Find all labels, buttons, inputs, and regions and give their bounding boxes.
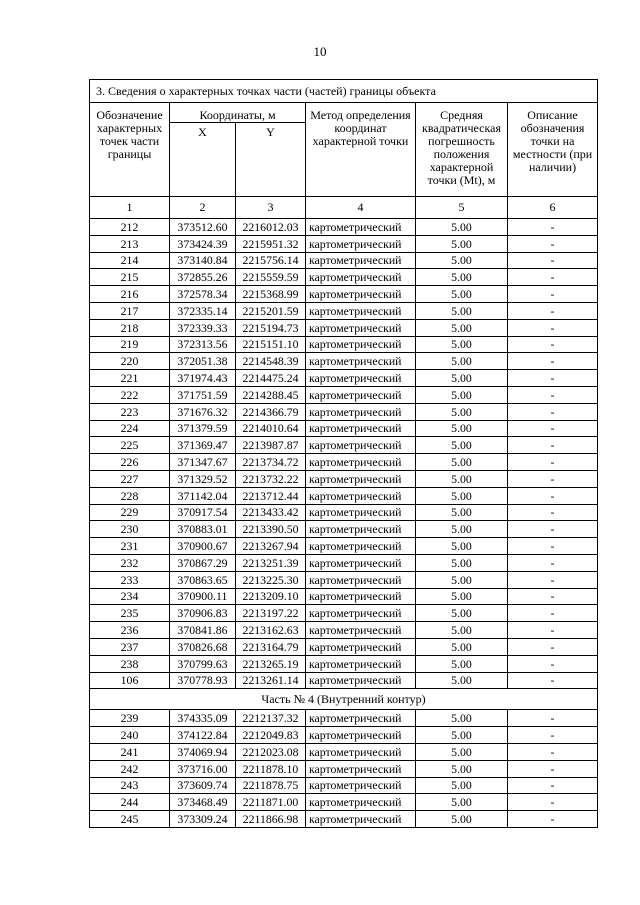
error-cell: 5.00 <box>416 554 508 571</box>
error-cell: 5.00 <box>416 605 508 622</box>
y-coordinate-cell: 2215368.99 <box>236 286 306 303</box>
x-coordinate-cell: 373468.49 <box>170 794 236 811</box>
point-id-cell: 213 <box>90 235 170 252</box>
description-cell: - <box>508 638 598 655</box>
x-coordinate-cell: 372578.34 <box>170 286 236 303</box>
description-cell: - <box>508 777 598 794</box>
table-row <box>90 437 598 454</box>
y-coordinate-cell: 2212137.32 <box>236 710 306 727</box>
x-coordinate-cell: 374069.94 <box>170 743 236 760</box>
point-id-cell: 235 <box>90 605 170 622</box>
x-coordinate-cell: 373140.84 <box>170 252 236 269</box>
y-coordinate-cell: 2213433.42 <box>236 504 306 521</box>
error-cell: 5.00 <box>416 269 508 286</box>
method-cell: картометрический <box>306 454 416 471</box>
y-coordinate-cell: 2213209.10 <box>236 588 306 605</box>
column-number: 4 <box>306 197 416 219</box>
description-cell: - <box>508 710 598 727</box>
error-cell: 5.00 <box>416 454 508 471</box>
x-coordinate-cell: 370917.54 <box>170 504 236 521</box>
x-coordinate-cell: 372855.26 <box>170 269 236 286</box>
method-cell: картометрический <box>306 794 416 811</box>
table-row <box>90 811 598 828</box>
error-cell: 5.00 <box>416 571 508 588</box>
method-cell: картометрический <box>306 269 416 286</box>
point-id-cell: 231 <box>90 538 170 555</box>
x-coordinate-cell: 370883.01 <box>170 521 236 538</box>
point-id-cell: 222 <box>90 386 170 403</box>
y-coordinate-cell: 2213712.44 <box>236 487 306 504</box>
table-row <box>90 269 598 286</box>
x-coordinate-cell: 370867.29 <box>170 554 236 571</box>
method-cell: картометрический <box>306 672 416 689</box>
table-row <box>90 571 598 588</box>
method-cell: картометрический <box>306 710 416 727</box>
description-cell: - <box>508 811 598 828</box>
error-cell: 5.00 <box>416 219 508 236</box>
y-coordinate-cell: 2213225.30 <box>236 571 306 588</box>
y-coordinate-cell: 2211878.10 <box>236 760 306 777</box>
description-cell: - <box>508 353 598 370</box>
column-numbers-row <box>90 197 598 219</box>
y-coordinate-cell: 2211866.98 <box>236 811 306 828</box>
method-cell: картометрический <box>306 622 416 639</box>
x-coordinate-cell: 371676.32 <box>170 403 236 420</box>
y-coordinate-cell: 2212049.83 <box>236 727 306 744</box>
point-id-cell: 228 <box>90 487 170 504</box>
description-cell: - <box>508 403 598 420</box>
x-coordinate-cell: 370778.93 <box>170 672 236 689</box>
x-coordinate-cell: 371369.47 <box>170 437 236 454</box>
table-row <box>90 454 598 471</box>
table-row <box>90 760 598 777</box>
method-cell: картометрический <box>306 655 416 672</box>
x-coordinate-cell: 372051.38 <box>170 353 236 370</box>
point-id-cell: 215 <box>90 269 170 286</box>
table-row <box>90 336 598 353</box>
description-cell: - <box>508 302 598 319</box>
error-cell: 5.00 <box>416 286 508 303</box>
error-cell: 5.00 <box>416 470 508 487</box>
error-cell: 5.00 <box>416 811 508 828</box>
table-row <box>90 672 598 689</box>
boundary-points-table <box>89 79 598 828</box>
table-row <box>90 521 598 538</box>
error-cell: 5.00 <box>416 302 508 319</box>
description-cell: - <box>508 521 598 538</box>
method-cell: картометрический <box>306 487 416 504</box>
x-coordinate-cell: 373609.74 <box>170 777 236 794</box>
y-coordinate-cell: 2213197.22 <box>236 605 306 622</box>
error-cell: 5.00 <box>416 235 508 252</box>
point-id-cell: 234 <box>90 588 170 605</box>
description-cell: - <box>508 504 598 521</box>
y-coordinate-cell: 2213164.79 <box>236 638 306 655</box>
error-cell: 5.00 <box>416 672 508 689</box>
y-coordinate-cell: 2215201.59 <box>236 302 306 319</box>
y-coordinate-cell: 2216012.03 <box>236 219 306 236</box>
x-coordinate-cell: 373424.39 <box>170 235 236 252</box>
x-coordinate-cell: 371974.43 <box>170 370 236 387</box>
y-coordinate-cell: 2213261.14 <box>236 672 306 689</box>
table-row <box>90 554 598 571</box>
point-id-cell: 225 <box>90 437 170 454</box>
y-coordinate-cell: 2212023.08 <box>236 743 306 760</box>
error-cell: 5.00 <box>416 538 508 555</box>
description-cell: - <box>508 487 598 504</box>
description-cell: - <box>508 655 598 672</box>
table-row <box>90 235 598 252</box>
method-cell: картометрический <box>306 386 416 403</box>
method-cell: картометрический <box>306 420 416 437</box>
table-row <box>90 420 598 437</box>
point-id-cell: 242 <box>90 760 170 777</box>
x-coordinate-cell: 370863.65 <box>170 571 236 588</box>
method-cell: картометрический <box>306 437 416 454</box>
error-cell: 5.00 <box>416 655 508 672</box>
error-cell: 5.00 <box>416 370 508 387</box>
method-cell: картометрический <box>306 336 416 353</box>
description-cell: - <box>508 336 598 353</box>
y-coordinate-cell: 2215756.14 <box>236 252 306 269</box>
table-row <box>90 638 598 655</box>
y-coordinate-cell: 2211878.75 <box>236 777 306 794</box>
method-cell: картометрический <box>306 554 416 571</box>
x-coordinate-cell: 371751.59 <box>170 386 236 403</box>
point-id-cell: 237 <box>90 638 170 655</box>
method-cell: картометрический <box>306 504 416 521</box>
point-id-cell: 214 <box>90 252 170 269</box>
table-row <box>90 710 598 727</box>
x-coordinate-cell: 372335.14 <box>170 302 236 319</box>
x-coordinate-cell: 370841.86 <box>170 622 236 639</box>
x-coordinate-cell: 371347.67 <box>170 454 236 471</box>
table-row <box>90 588 598 605</box>
method-cell: картометрический <box>306 235 416 252</box>
y-coordinate-cell: 2214366.79 <box>236 403 306 420</box>
table-row <box>90 353 598 370</box>
error-cell: 5.00 <box>416 777 508 794</box>
header-designation: Обозначение характерных точек части границы <box>90 103 170 197</box>
point-id-cell: 240 <box>90 727 170 744</box>
description-cell: - <box>508 672 598 689</box>
point-id-cell: 244 <box>90 794 170 811</box>
method-cell: картометрический <box>306 777 416 794</box>
column-number: 3 <box>236 197 306 219</box>
y-coordinate-cell: 2213267.94 <box>236 538 306 555</box>
method-cell: картометрический <box>306 302 416 319</box>
error-cell: 5.00 <box>416 743 508 760</box>
table-row <box>90 727 598 744</box>
y-coordinate-cell: 2213251.39 <box>236 554 306 571</box>
point-id-cell: 226 <box>90 454 170 471</box>
y-coordinate-cell: 2211871.00 <box>236 794 306 811</box>
description-cell: - <box>508 319 598 336</box>
point-id-cell: 239 <box>90 710 170 727</box>
error-cell: 5.00 <box>416 521 508 538</box>
error-cell: 5.00 <box>416 336 508 353</box>
point-id-cell: 106 <box>90 672 170 689</box>
x-coordinate-cell: 371142.04 <box>170 487 236 504</box>
table-row <box>90 622 598 639</box>
description-cell: - <box>508 760 598 777</box>
description-cell: - <box>508 235 598 252</box>
y-coordinate-cell: 2213987.87 <box>236 437 306 454</box>
description-cell: - <box>508 219 598 236</box>
column-number: 5 <box>416 197 508 219</box>
point-id-cell: 241 <box>90 743 170 760</box>
method-cell: картометрический <box>306 760 416 777</box>
error-cell: 5.00 <box>416 710 508 727</box>
header-error: Средняя квадратическая погрешность положения характерной точки (Mt), м <box>416 103 508 197</box>
error-cell: 5.00 <box>416 622 508 639</box>
point-id-cell: 232 <box>90 554 170 571</box>
description-cell: - <box>508 370 598 387</box>
method-cell: картометрический <box>306 353 416 370</box>
column-number: 2 <box>170 197 236 219</box>
point-id-cell: 218 <box>90 319 170 336</box>
header-coordinates: Координаты, м <box>170 103 306 123</box>
x-coordinate-cell: 370906.83 <box>170 605 236 622</box>
table-row <box>90 777 598 794</box>
method-cell: картометрический <box>306 588 416 605</box>
page-number: 10 <box>313 44 327 59</box>
error-cell: 5.00 <box>416 504 508 521</box>
point-id-cell: 217 <box>90 302 170 319</box>
point-id-cell: 238 <box>90 655 170 672</box>
point-id-cell: 227 <box>90 470 170 487</box>
description-cell: - <box>508 588 598 605</box>
point-id-cell: 229 <box>90 504 170 521</box>
point-id-cell: 219 <box>90 336 170 353</box>
description-cell: - <box>508 470 598 487</box>
error-cell: 5.00 <box>416 319 508 336</box>
method-cell: картометрический <box>306 727 416 744</box>
method-cell: картометрический <box>306 538 416 555</box>
point-id-cell: 243 <box>90 777 170 794</box>
error-cell: 5.00 <box>416 727 508 744</box>
method-cell: картометрический <box>306 571 416 588</box>
point-id-cell: 216 <box>90 286 170 303</box>
x-coordinate-cell: 374335.09 <box>170 710 236 727</box>
table-row <box>90 605 598 622</box>
table-row <box>90 538 598 555</box>
description-cell: - <box>508 454 598 471</box>
x-coordinate-cell: 372339.33 <box>170 319 236 336</box>
table-row <box>90 504 598 521</box>
y-coordinate-cell: 2214288.45 <box>236 386 306 403</box>
y-coordinate-cell: 2215951.32 <box>236 235 306 252</box>
error-cell: 5.00 <box>416 386 508 403</box>
y-coordinate-cell: 2215559.59 <box>236 269 306 286</box>
error-cell: 5.00 <box>416 437 508 454</box>
x-coordinate-cell: 371329.52 <box>170 470 236 487</box>
table-row <box>90 252 598 269</box>
x-coordinate-cell: 373716.00 <box>170 760 236 777</box>
y-coordinate-cell: 2214548.39 <box>236 353 306 370</box>
table-row <box>90 743 598 760</box>
method-cell: картометрический <box>306 403 416 420</box>
table-row <box>90 403 598 420</box>
y-coordinate-cell: 2214010.64 <box>236 420 306 437</box>
table-row <box>90 286 598 303</box>
description-cell: - <box>508 605 598 622</box>
table-row <box>90 370 598 387</box>
point-id-cell: 221 <box>90 370 170 387</box>
description-cell: - <box>508 386 598 403</box>
y-coordinate-cell: 2213732.22 <box>236 470 306 487</box>
point-id-cell: 223 <box>90 403 170 420</box>
table-row <box>90 319 598 336</box>
description-cell: - <box>508 727 598 744</box>
y-coordinate-cell: 2215151.10 <box>236 336 306 353</box>
point-id-cell: 230 <box>90 521 170 538</box>
x-coordinate-cell: 372313.56 <box>170 336 236 353</box>
error-cell: 5.00 <box>416 487 508 504</box>
point-id-cell: 220 <box>90 353 170 370</box>
error-cell: 5.00 <box>416 588 508 605</box>
point-id-cell: 233 <box>90 571 170 588</box>
header-method: Метод определения координат характерной точки <box>306 103 416 197</box>
column-number: 1 <box>90 197 170 219</box>
error-cell: 5.00 <box>416 638 508 655</box>
method-cell: картометрический <box>306 252 416 269</box>
table-row <box>90 794 598 811</box>
method-cell: картометрический <box>306 811 416 828</box>
x-coordinate-cell: 374122.84 <box>170 727 236 744</box>
x-coordinate-cell: 370900.67 <box>170 538 236 555</box>
method-cell: картометрический <box>306 743 416 760</box>
point-id-cell: 224 <box>90 420 170 437</box>
x-coordinate-cell: 370799.63 <box>170 655 236 672</box>
y-coordinate-cell: 2213162.63 <box>236 622 306 639</box>
point-id-cell: 236 <box>90 622 170 639</box>
error-cell: 5.00 <box>416 794 508 811</box>
error-cell: 5.00 <box>416 353 508 370</box>
method-cell: картометрический <box>306 605 416 622</box>
section-title-row <box>90 80 598 103</box>
error-cell: 5.00 <box>416 760 508 777</box>
method-cell: картометрический <box>306 319 416 336</box>
error-cell: 5.00 <box>416 403 508 420</box>
header-description: Описание обозначения точки на местности (при наличии) <box>508 103 598 197</box>
x-coordinate-cell: 371379.59 <box>170 420 236 437</box>
description-cell: - <box>508 286 598 303</box>
y-coordinate-cell: 2213734.72 <box>236 454 306 471</box>
description-cell: - <box>508 794 598 811</box>
header-x: X <box>170 123 236 197</box>
error-cell: 5.00 <box>416 420 508 437</box>
header-y: Y <box>236 123 306 197</box>
table-row <box>90 655 598 672</box>
description-cell: - <box>508 437 598 454</box>
part-title-row <box>90 689 598 710</box>
error-cell: 5.00 <box>416 252 508 269</box>
table-row <box>90 470 598 487</box>
method-cell: картометрический <box>306 370 416 387</box>
method-cell: картометрический <box>306 521 416 538</box>
x-coordinate-cell: 370826.68 <box>170 638 236 655</box>
y-coordinate-cell: 2213265.19 <box>236 655 306 672</box>
method-cell: картометрический <box>306 638 416 655</box>
description-cell: - <box>508 252 598 269</box>
section-title: 3. Сведения о характерных точках части (частей) границы объекта <box>90 80 598 103</box>
point-id-cell: 212 <box>90 219 170 236</box>
header-row <box>90 103 598 123</box>
x-coordinate-cell: 370900.11 <box>170 588 236 605</box>
method-cell: картометрический <box>306 470 416 487</box>
description-cell: - <box>508 622 598 639</box>
part-title: Часть № 4 (Внутренний контур) <box>90 689 598 710</box>
description-cell: - <box>508 571 598 588</box>
method-cell: картометрический <box>306 219 416 236</box>
description-cell: - <box>508 269 598 286</box>
x-coordinate-cell: 373309.24 <box>170 811 236 828</box>
method-cell: картометрический <box>306 286 416 303</box>
y-coordinate-cell: 2214475.24 <box>236 370 306 387</box>
description-cell: - <box>508 743 598 760</box>
x-coordinate-cell: 373512.60 <box>170 219 236 236</box>
description-cell: - <box>508 538 598 555</box>
y-coordinate-cell: 2215194.73 <box>236 319 306 336</box>
description-cell: - <box>508 420 598 437</box>
column-number: 6 <box>508 197 598 219</box>
description-cell: - <box>508 554 598 571</box>
table-row <box>90 219 598 236</box>
table-row <box>90 302 598 319</box>
y-coordinate-cell: 2213390.50 <box>236 521 306 538</box>
table-row <box>90 487 598 504</box>
table-row <box>90 386 598 403</box>
point-id-cell: 245 <box>90 811 170 828</box>
